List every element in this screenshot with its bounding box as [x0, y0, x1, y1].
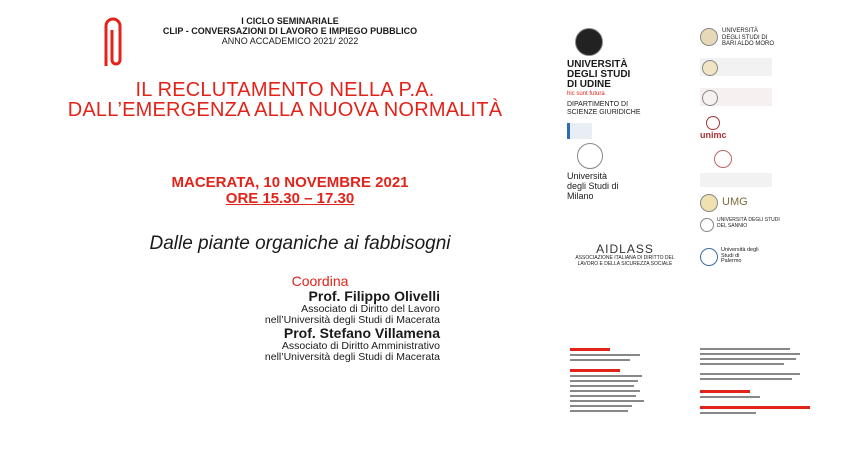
- unimc-crest-icon: [706, 116, 720, 130]
- seminar-topic: Dalle piante organiche ai fabbisogni: [149, 233, 451, 254]
- event-time: ORE 15.30 – 17.30: [225, 190, 355, 207]
- info-fineprint: [700, 348, 820, 414]
- aidlass-name: AIDLASS: [596, 242, 654, 256]
- bari-name: UNIVERSITÀ DEGLI STUDI DI BARI ALDO MORO: [722, 28, 775, 47]
- milano-name: Università degli Studi di Milano: [567, 171, 619, 201]
- udine-motto: hic sunt futura: [567, 91, 605, 97]
- bari-crest-icon: [700, 28, 718, 46]
- milano-crest-icon: [577, 143, 603, 169]
- event-date: MACERATA, 10 NOVEMBRE 2021: [171, 174, 409, 191]
- udine-logo: [567, 28, 677, 139]
- unimc-name: unimc: [700, 130, 727, 140]
- partner-logo-1: [700, 58, 772, 76]
- partner-crest-icon: [702, 90, 718, 106]
- palermo-name: Università degli Studi di Palermo: [721, 247, 759, 264]
- coordinator-2: [140, 326, 440, 363]
- title-line1: IL RECLUTAMENTO NELLA P.A.: [135, 79, 435, 101]
- aidlass-logo: [570, 242, 680, 267]
- title-line2: DALL’EMERGENZA ALLA NUOVA NORMALITÀ: [67, 99, 503, 121]
- coordination-label: Coordina: [291, 273, 349, 289]
- umg-name: UMG: [722, 196, 748, 208]
- udine-name: UNIVERSITÀ DEGLI STUDI DI UDINE: [567, 59, 631, 90]
- dept-badge-icon: [567, 123, 592, 139]
- partner-logo-3: [700, 150, 772, 168]
- partner-logo-4: [700, 173, 772, 187]
- partner-logo-2: [700, 88, 772, 106]
- partner-crest-icon: [702, 60, 718, 76]
- palermo-crest-icon: [700, 248, 718, 266]
- sannio-crest-icon: [700, 218, 714, 232]
- header-line2: CLIP - CONVERSAZIONI DI LAVORO E IMPIEGO PUBBLICO: [162, 26, 418, 36]
- header-line3: ANNO ACCADEMICO 2021/ 2022: [221, 36, 359, 46]
- umg-crest-icon: [700, 194, 718, 212]
- sannio-name: UNIVERSITÀ DEGLI STUDI DEL SANNIO: [717, 217, 780, 229]
- header-line1: I CICLO SEMINARIALE: [241, 16, 339, 26]
- bari-logo: [700, 28, 800, 48]
- coordinator-1: [140, 289, 440, 326]
- udine-dept: DIPARTIMENTO DI SCIENZE GIURIDICHE: [567, 101, 641, 116]
- udine-crest-icon: [575, 28, 603, 56]
- milano-logo: [567, 143, 657, 201]
- event-title: [20, 80, 550, 120]
- coordinator-affiliation: nell’Università degli Studi di Macerata: [264, 314, 440, 326]
- coordinator-role: Associato di Diritto Amministrativo: [281, 340, 440, 352]
- partner-crest-icon: [714, 150, 732, 168]
- series-header: [130, 16, 450, 46]
- committee-fineprint: [570, 348, 680, 415]
- coordinator-role: Associato di Diritto del Lavoro: [301, 303, 440, 315]
- sannio-logo: [700, 218, 800, 232]
- coordination-block: [140, 274, 440, 363]
- coordinator-name: Prof. Filippo Olivelli: [308, 288, 440, 304]
- coordinator-affiliation: nell’Università degli Studi di Macerata: [264, 351, 440, 363]
- event-datetime: [110, 175, 470, 207]
- aidlass-subtitle: ASSOCIAZIONE ITALIANA DI DIRITTO DEL LAVORO E DELLA SICUREZZA SOCIALE: [575, 255, 675, 267]
- unimc-logo: [700, 116, 772, 140]
- umg-logo: [700, 194, 780, 212]
- paperclip-logo-icon: [96, 12, 130, 72]
- coordinator-name: Prof. Stefano Villamena: [283, 325, 440, 341]
- palermo-logo: [700, 248, 800, 266]
